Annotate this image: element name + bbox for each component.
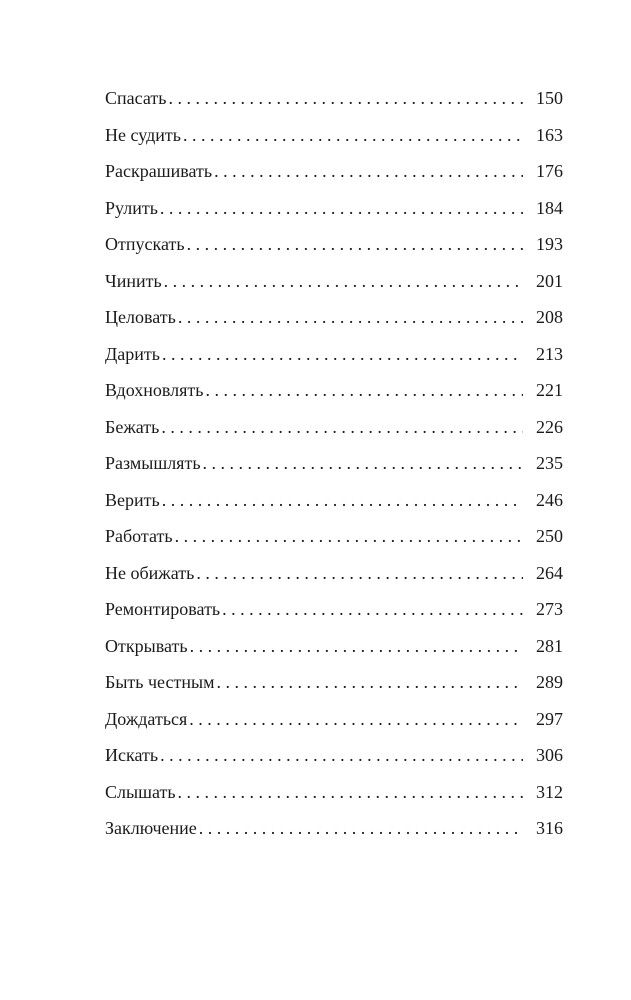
toc-entry-page: 193 bbox=[536, 234, 563, 254]
toc-entry-page: 213 bbox=[536, 343, 563, 364]
toc-entry bbox=[105, 628, 563, 665]
toc-entry-page: 235 bbox=[536, 453, 563, 473]
toc-dot-leader bbox=[214, 153, 523, 190]
toc-entry-title: Не судить bbox=[105, 124, 181, 145]
toc-dot-leader bbox=[160, 737, 523, 774]
toc-dot-leader bbox=[203, 445, 523, 482]
toc-entry-title: Целовать bbox=[105, 307, 176, 327]
toc-entry-page: 316 bbox=[536, 818, 563, 838]
toc-entry-page: 250 bbox=[536, 526, 563, 546]
toc-entry bbox=[105, 810, 563, 847]
toc-entry bbox=[105, 226, 563, 263]
toc-entry bbox=[105, 555, 563, 592]
toc-dot-leader bbox=[190, 628, 523, 665]
toc-entry bbox=[105, 701, 563, 738]
toc-entry-page: 264 bbox=[536, 562, 563, 583]
toc-entry-title: Дарить bbox=[105, 343, 160, 364]
toc-dot-leader bbox=[162, 336, 523, 373]
toc-dot-leader bbox=[160, 190, 523, 227]
toc-entry-title: Отпускать bbox=[105, 234, 185, 254]
toc-dot-leader bbox=[183, 117, 523, 154]
toc-entry-title: Рулить bbox=[105, 197, 158, 218]
toc-entry-page: 226 bbox=[536, 416, 563, 437]
toc-entry bbox=[105, 117, 563, 154]
toc-entry-title: Работать bbox=[105, 526, 173, 546]
toc-entry-page: 289 bbox=[536, 672, 563, 692]
toc-entry-title: Верить bbox=[105, 489, 160, 510]
toc-dot-leader bbox=[168, 80, 523, 117]
toc-entry-title: Открывать bbox=[105, 635, 188, 656]
toc-entry-page: 312 bbox=[536, 781, 563, 802]
toc-entry-page: 273 bbox=[536, 599, 563, 619]
toc-dot-leader bbox=[164, 263, 523, 300]
toc-entry-title: Бежать bbox=[105, 416, 160, 437]
toc-entry bbox=[105, 518, 563, 555]
toc-entry-page: 176 bbox=[536, 161, 563, 181]
toc-dot-leader bbox=[199, 810, 523, 847]
toc-entry bbox=[105, 664, 563, 701]
toc-entry-page: 281 bbox=[536, 635, 563, 656]
table-of-contents bbox=[105, 80, 563, 847]
toc-entry bbox=[105, 774, 563, 811]
toc-entry-title: Ремонтировать bbox=[105, 599, 221, 619]
toc-entry-title: Размышлять bbox=[105, 453, 201, 473]
toc-entry bbox=[105, 190, 563, 227]
toc-dot-leader bbox=[222, 591, 523, 628]
toc-entry-title: Быть честным bbox=[105, 672, 215, 692]
toc-entry bbox=[105, 591, 563, 628]
toc-entry-title: Дождаться bbox=[105, 708, 188, 729]
toc-entry-page: 150 bbox=[536, 88, 563, 108]
toc-entry-title: Искать bbox=[105, 745, 159, 765]
toc-dot-leader bbox=[178, 774, 523, 811]
toc-entry bbox=[105, 445, 563, 482]
toc-dot-leader bbox=[175, 518, 523, 555]
toc-dot-leader bbox=[196, 555, 523, 592]
toc-entry bbox=[105, 153, 563, 190]
toc-entry bbox=[105, 737, 563, 774]
toc-entry bbox=[105, 409, 563, 446]
toc-entry-page: 221 bbox=[536, 380, 563, 400]
toc-entry-page: 163 bbox=[536, 124, 563, 145]
toc-entry bbox=[105, 263, 563, 300]
toc-dot-leader bbox=[187, 226, 523, 263]
toc-entry-page: 184 bbox=[536, 197, 563, 218]
toc-entry bbox=[105, 372, 563, 409]
toc-entry-title: Заключение bbox=[105, 818, 197, 838]
toc-dot-leader bbox=[189, 701, 523, 738]
toc-entry bbox=[105, 299, 563, 336]
toc-dot-leader bbox=[162, 482, 523, 519]
toc-entry-title: Не обижать bbox=[105, 562, 195, 583]
toc-entry-page: 208 bbox=[536, 307, 563, 327]
toc-entry bbox=[105, 482, 563, 519]
toc-entry-title: Слышать bbox=[105, 781, 176, 802]
toc-dot-leader bbox=[206, 372, 524, 409]
toc-dot-leader bbox=[178, 299, 523, 336]
toc-entry-title: Чинить bbox=[105, 270, 162, 291]
toc-entry-page: 297 bbox=[536, 708, 563, 729]
toc-entry-title: Вдохновлять bbox=[105, 380, 204, 400]
toc-dot-leader bbox=[216, 664, 523, 701]
toc-dot-leader bbox=[161, 409, 523, 446]
toc-entry-page: 201 bbox=[536, 270, 563, 291]
toc-entry-title: Раскрашивать bbox=[105, 161, 213, 181]
toc-entry-page: 306 bbox=[536, 745, 563, 765]
toc-entry-title: Спасать bbox=[105, 88, 167, 108]
toc-entry bbox=[105, 80, 563, 117]
toc-entry-page: 246 bbox=[536, 489, 563, 510]
toc-entry bbox=[105, 336, 563, 373]
